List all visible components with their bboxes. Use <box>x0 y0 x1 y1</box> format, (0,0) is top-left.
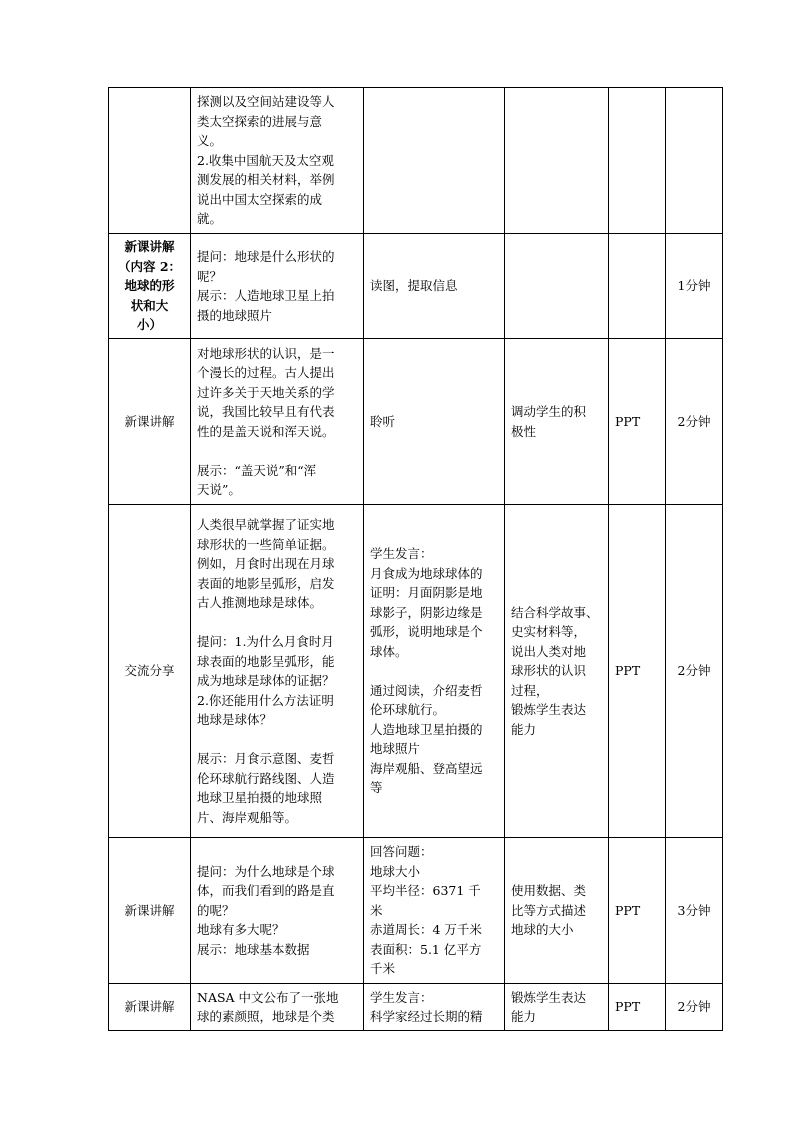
cell-text-line: 千米 <box>370 961 396 977</box>
teacher-activity-cell <box>191 505 364 838</box>
cell-text-line: 球形状的认识 <box>511 663 587 679</box>
table-row <box>109 984 723 1031</box>
cell-text-line: 伦环球航行路线图、人造 <box>197 770 335 786</box>
stage-cell <box>109 234 191 339</box>
cell-text-line: 地球有多大呢？ <box>197 922 285 938</box>
cell-text-line: 新课讲解 <box>124 239 175 255</box>
student-activity-cell <box>364 505 505 838</box>
table-row <box>109 88 723 234</box>
cell-text-line: 2.你还能用什么方法证明 <box>197 692 334 708</box>
cell-text-line: 状和大 <box>130 297 169 313</box>
time-cell: 1分钟 <box>666 234 723 339</box>
time-cell: 2分钟 <box>666 339 723 505</box>
cell-text-line: 通过阅读，介绍麦哲 <box>370 682 483 698</box>
cell-text-line: 球表面的地影呈弧形，能 <box>197 653 335 669</box>
design-intent-cell <box>505 505 609 838</box>
cell-text-line: 球的素颜照，地球是个类 <box>197 1009 335 1024</box>
cell-text-line: 提问：地球是什么形状的 <box>197 249 335 264</box>
cell-text-line: 成为地球是球体的证据？ <box>197 673 335 688</box>
cell-text-line: 证明：月面阴影是地 <box>370 585 483 601</box>
cell-text-line: 地球是球体？ <box>197 712 273 727</box>
cell-text-line: 探测以及空间站建设等人 <box>197 94 335 110</box>
cell-text-line: 展示：“盖天说”和“浑 <box>197 462 317 478</box>
cell-text-line: 球体。 <box>370 643 408 659</box>
cell-text-line: 提问：为什么地球是个球 <box>197 863 335 879</box>
student-activity-cell <box>364 339 505 505</box>
cell-text-line: 能力 <box>511 721 537 737</box>
teacher-activity-cell <box>191 984 364 1031</box>
design-intent-cell <box>505 984 609 1031</box>
stage-cell <box>109 838 191 984</box>
cell-text-line: 过许多关于天地关系的学 <box>197 384 335 400</box>
cell-text-line: 测发展的相关材料，举例 <box>197 172 335 188</box>
media-cell: PPT <box>609 838 666 984</box>
cell-text-line: 交流分享 <box>124 663 175 679</box>
cell-text-line: 展示：月食示意图、麦哲 <box>197 751 335 766</box>
cell-text-line: 人造地球卫星拍摄的 <box>370 721 483 737</box>
cell-text-line: 展示：人造地球卫星上拍 <box>197 288 335 303</box>
cell-text-line: 学生发言： <box>370 989 433 1005</box>
cell-text-line: 地球的形 <box>124 278 175 294</box>
cell-text-line: 就。 <box>197 211 223 227</box>
design-intent-cell <box>505 88 609 234</box>
cell-text-line: 等 <box>370 780 383 796</box>
cell-text-line <box>197 441 357 461</box>
time-cell: 2分钟 <box>666 505 723 838</box>
cell-text-line: 小） <box>136 317 162 333</box>
cell-text-line: 学生发言： <box>370 546 433 562</box>
student-activity-cell <box>364 984 505 1031</box>
cell-text-line: 平均半径：6371 千 <box>370 883 481 899</box>
stage-cell <box>109 88 191 234</box>
cell-text-line: 摄的地球照片 <box>197 307 273 323</box>
cell-text-line: 史实材料等， <box>511 624 587 640</box>
design-intent-cell <box>505 234 609 339</box>
student-activity-cell <box>364 234 505 339</box>
lesson-plan-table <box>108 87 723 1031</box>
cell-text-line: 聆听 <box>370 413 396 429</box>
cell-text-line: 读图，提取信息 <box>370 278 458 294</box>
cell-text-line: 人类很早就掌握了证实地 <box>197 517 335 532</box>
media-cell: PPT <box>609 505 666 838</box>
cell-text-line: 海岸观船、登高望远 <box>370 760 483 776</box>
cell-text-line: 使用数据、类 <box>511 883 587 899</box>
cell-text-line: 米 <box>370 902 383 918</box>
cell-text-line <box>197 730 357 750</box>
cell-text-line: 表面的地影呈弧形，启发 <box>197 575 335 591</box>
cell-text-line: 锻炼学生表达 <box>511 989 587 1005</box>
cell-text-line: 片、海岸观船等。 <box>197 809 298 825</box>
cell-text-line: 2.收集中国航天及太空观 <box>197 152 334 168</box>
cell-text-line <box>370 661 498 681</box>
media-cell <box>609 234 666 339</box>
cell-text-line: 回答问题： <box>370 844 433 860</box>
cell-text-line: 说出中国太空探索的成 <box>197 191 323 207</box>
cell-text-line: 弧形，说明地球是个 <box>370 624 483 640</box>
teacher-activity-cell <box>191 838 364 984</box>
cell-text-line: 表面积：5.1 亿平方 <box>370 941 482 957</box>
cell-text-line: 体，而我们看到的路是直 <box>197 883 335 899</box>
cell-text-line: 提问：1.为什么月食时月 <box>197 634 334 649</box>
cell-text-line: 能力 <box>511 1009 537 1024</box>
cell-text-line: 性的是盖天说和浑天说。 <box>197 423 335 439</box>
cell-text-line: 地球照片 <box>370 741 421 757</box>
teacher-activity-cell <box>191 88 364 234</box>
cell-text-line: 新课讲解 <box>124 999 175 1015</box>
table-row <box>109 339 723 505</box>
media-cell: PPT <box>609 339 666 505</box>
cell-text-line: NASA 中文公布了一张地 <box>197 989 339 1005</box>
cell-text-line: 过程， <box>511 682 549 698</box>
stage-cell <box>109 505 191 838</box>
cell-text-line: 新课讲解 <box>124 902 175 918</box>
stage-cell <box>109 984 191 1031</box>
cell-text-line: 的呢？ <box>197 902 235 918</box>
cell-text-line: 天说”。 <box>197 482 241 497</box>
media-cell <box>609 88 666 234</box>
cell-text-line: 球影子，阴影边缘是 <box>370 604 483 620</box>
cell-text-line: 球形状的一些简单证据。 <box>197 536 335 552</box>
stage-cell <box>109 339 191 505</box>
media-cell: PPT <box>609 984 666 1031</box>
cell-text-line: 调动学生的积 <box>511 404 587 419</box>
cell-text-line: 例如，月食时出现在月球 <box>197 556 335 571</box>
cell-text-line: 锻炼学生表达 <box>511 702 587 718</box>
cell-text-line: 科学家经过长期的精 <box>370 1009 483 1024</box>
time-cell: 2分钟 <box>666 984 723 1031</box>
time-cell: 3分钟 <box>666 838 723 984</box>
table-row <box>109 234 723 339</box>
cell-text-line: 赤道周长：4 万千米 <box>370 922 482 938</box>
table-row <box>109 505 723 838</box>
student-activity-cell <box>364 88 505 234</box>
cell-text-line: 说出人类对地 <box>511 643 587 659</box>
cell-text-line: 地球大小 <box>370 863 421 879</box>
cell-text-line: 比等方式描述 <box>511 902 587 918</box>
table-row <box>109 838 723 984</box>
cell-text-line: 伦环球航行。 <box>370 702 446 718</box>
teacher-activity-cell <box>191 234 364 339</box>
cell-text-line <box>197 613 357 633</box>
cell-text-line: 结合科学故事、 <box>511 604 599 620</box>
time-cell <box>666 88 723 234</box>
cell-text-line: 对地球形状的认识，是一 <box>197 345 335 361</box>
cell-text-line: 义。 <box>197 133 223 149</box>
cell-text-line: 个漫长的过程。古人提出 <box>197 365 335 380</box>
design-intent-cell <box>505 838 609 984</box>
design-intent-cell <box>505 339 609 505</box>
cell-text-line: 说，我国比较早且有代表 <box>197 404 335 419</box>
cell-text-line: 新课讲解 <box>124 413 175 429</box>
teacher-activity-cell <box>191 339 364 505</box>
student-activity-cell <box>364 838 505 984</box>
cell-text-line: 极性 <box>511 423 537 439</box>
cell-text-line: 类太空探索的进展与意 <box>197 113 323 129</box>
cell-text-line: 古人推测地球是球体。 <box>197 595 323 610</box>
cell-text-line: 展示：地球基本数据 <box>197 941 310 957</box>
cell-text-line: 月食成为地球球体的 <box>370 565 483 581</box>
cell-text-line: 呢？ <box>197 268 223 284</box>
cell-text-line: 地球卫星拍摄的地球照 <box>197 790 323 805</box>
cell-text-line: （内容 2： <box>117 258 182 274</box>
cell-text-line: 地球的大小 <box>511 922 574 938</box>
